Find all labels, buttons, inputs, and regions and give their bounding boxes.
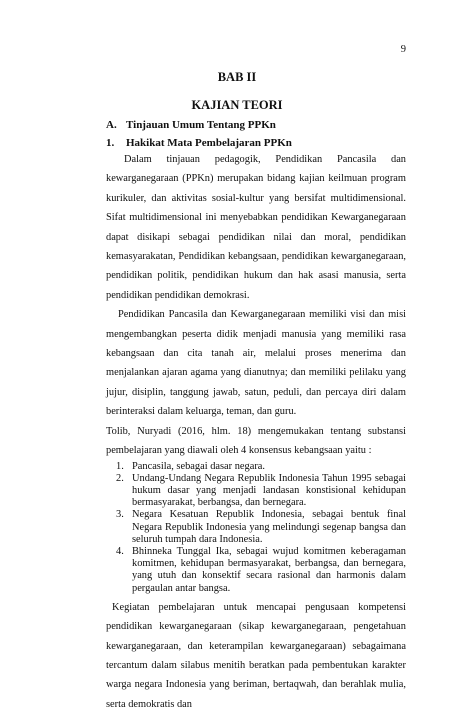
list-item-text: Bhinneka Tunggal Ika, sebagai wujud komitmen keberagaman komitmen, kehidupan bermasyarakat, berbangsa, dan bernegara, yang utuh dan konsektif secara rasional dan harmonis dalam pergaulan antar bangsa. (132, 545, 406, 594)
chapter-heading: BAB II (217, 70, 257, 84)
list-item (106, 461, 406, 473)
paragraph-kegiatan: Kegiatan pembelajaran untuk mencapai pengusaan kompetensi pendidikan kewarganegaraan (sikap kewarganegaraan, pengetahuan kewarganegaraan, dan keterampilan kewarganegaraan) sebagaimana tercantum dalam silabus menitih beratkan pada pembentukan karakter warga negara Indonesia yang beriman, bertaqwah, dan berahlak mulia, serta demokratis dan (106, 601, 406, 710)
list-item (106, 473, 406, 510)
page-number: 9 (400, 44, 406, 55)
paragraph-tolib: Tolib, Nuryadi (2016, hlm. 18) mengemukakan tentang substansi pembelajaran yang diawali oleh 4 konsensus kebangsaan yaitu : (106, 425, 406, 457)
subsection-heading-1 (106, 137, 292, 149)
list-marker: 4. (116, 545, 124, 557)
paragraph-pedagogik: Dalam tinjauan pedagogik, Pendidikan Pancasila dan kewarganegaraan (PPKn) merupakan bidang kajian keilmuan program kurikuler, dan aktivitas sosial-kultur yang bersifat multidimensional. Sifat multidimensional ini menyebabkan pendidikan Kewarganegaraan dapat disikapi sebagai pendidikan nilai dan moral, pendidikan kemasyarakatan, Pendidikan kebangsaan, pendidikan kewarganegaraan, pendidikan politik, pendidikan hukum dan hak asasi manusia, serta pendidikan pendidikan demokrasi. (106, 154, 406, 301)
body-text (106, 150, 406, 714)
subsection-number: 1. (106, 137, 115, 149)
list-marker: 2. (116, 472, 124, 484)
list-marker: 1. (116, 460, 124, 472)
list-item (106, 509, 406, 546)
section-number: A. (106, 119, 117, 131)
list-item-text: Negara Kesatuan Republik Indonesia, sebagai bentuk final Negara Republik Indonesia yang melindungi segenap bangsa dan seluruh tumpah dara Indonesia. (132, 509, 406, 545)
subsection-title: Hakikat Mata Pembelajaran PPKn (126, 137, 292, 149)
list-item (106, 546, 406, 595)
list-item-text: Undang-Undang Negara Republik Indonesia Tahun 1995 sebagai hukum dasar yang menjadi landasan konstisional kehidupan bermasyarakat, berbangsa, dan bernegara. (132, 472, 406, 509)
consensus-list (106, 461, 406, 598)
chapter-title: KAJIAN TEORI (191, 98, 283, 112)
section-title: Tinjauan Umum Tentang PPKn (126, 119, 276, 131)
list-item-text: Pancasila, sebagai dasar negara. (132, 460, 265, 472)
paragraph-visi-misi: Pendidikan Pancasila dan Kewarganegaraan memiliki visi dan misi mengembangkan peserta didik menjadi manusia yang memiliki rasa kebangsaan dan cita tanah air, melalui proses menerima dan menjalankan ajaran agama yang dianutnya; dan memiliki pelilaku yang jujur, disiplin, tanggung jawab, satun, peduli, dan percaya diri dalam berinteraksi dalam keluarga, teman, dan guru. (106, 309, 406, 418)
section-heading-a (106, 119, 276, 131)
list-marker: 3. (116, 509, 124, 521)
